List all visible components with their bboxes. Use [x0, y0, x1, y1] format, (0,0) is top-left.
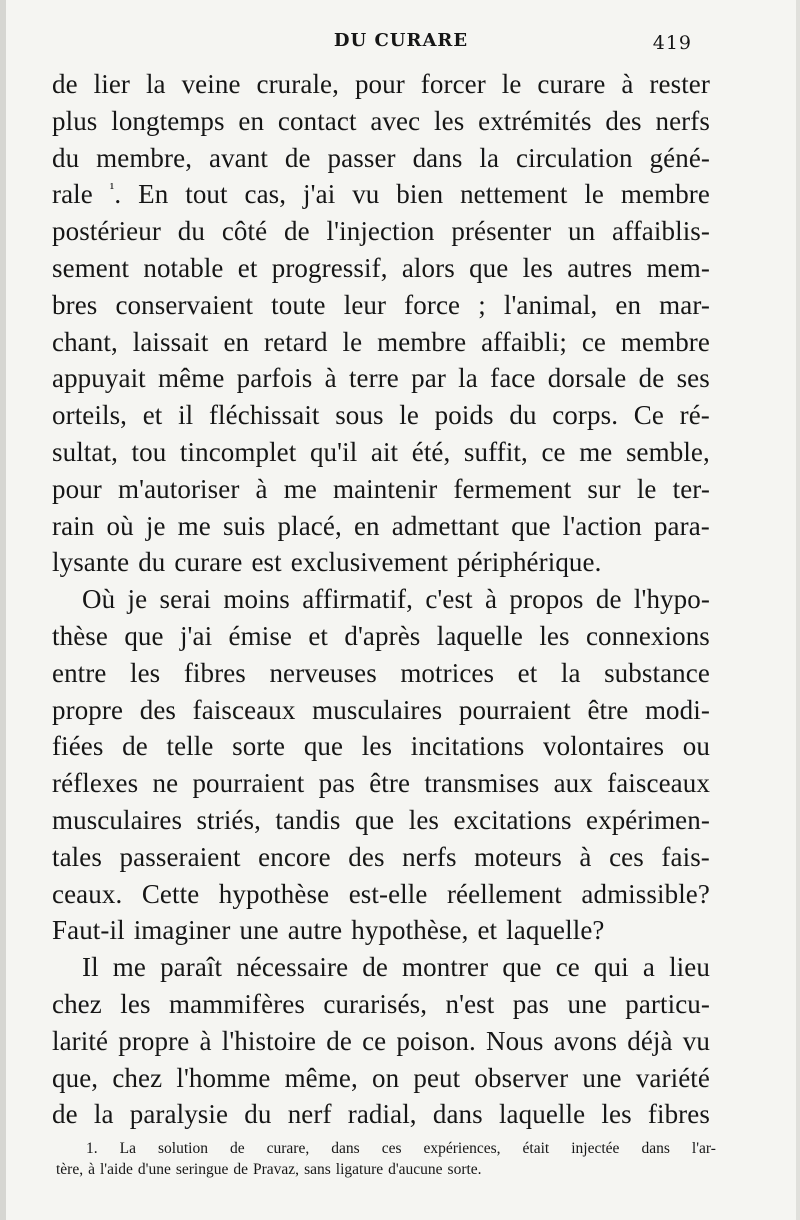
text-line: thèse que j'ai émise et d'après laquelle les connexions	[52, 620, 710, 651]
paragraph-first-line: Il me paraît nécessaire de montrer que ce qui a lieu	[82, 952, 710, 983]
text-line: chez les mammifères curarisés, n'est pas une particu-	[52, 988, 710, 1019]
text-line: de lier la veine crurale, pour forcer le curare à rester	[52, 69, 710, 99]
footnote-line: tère, à l'aide d'une seringue de Pravaz, sans ligature d'aucune sorte.	[56, 1161, 482, 1178]
text-line: rain où je me suis placé, en admettant que l'action para-	[52, 510, 710, 541]
text-line: orteils, et il fléchissait sous le poids du corps. Ce ré-	[52, 400, 710, 431]
text-line: entre les fibres nerveuses motrices et la substance	[52, 657, 710, 688]
footnotes	[56, 1138, 716, 1180]
text-line: pour m'autoriser à me maintenir fermement sur le ter-	[52, 473, 710, 504]
paragraph-first-line: Où je serai moins affirmatif, c'est à propos de l'hypo-	[82, 584, 710, 615]
text-line: sement notable et progressif, alors que les autres mem-	[52, 252, 710, 283]
text-line: sultat, tou tincomplet qu'il ait été, suffit, ce me semble,	[52, 436, 710, 467]
text-line: propre des faisceaux musculaires pourraient être modi-	[52, 694, 710, 725]
paragraph-last-line: lysante du curare est exclusivement périphérique.	[52, 547, 602, 578]
text-line: bres conservaient toute leur force ; l'animal, en mar-	[52, 289, 710, 320]
text-line: plus longtemps en contact avec les extrémités des nerfs	[52, 105, 710, 136]
body-text	[52, 66, 710, 1133]
paragraph-last-line: Faut-il imaginer une autre hypothèse, et laquelle?	[52, 915, 605, 946]
text-line: tales passeraient encore des nerfs moteurs à ces fais-	[52, 841, 710, 872]
running-title: DU CURARE	[333, 30, 469, 51]
text-line: larité propre à l'histoire de ce poison. Nous avons déjà vu	[52, 1025, 710, 1056]
text-line: postérieur du côté de l'injection présenter un affaiblis-	[52, 216, 710, 247]
text-line: ceaux. Cette hypothèse est-elle réellement admissible?	[52, 878, 710, 909]
footnote-line: 1. La solution de curare, dans ces expériences, était injectée dans l'ar-	[86, 1140, 716, 1157]
text-line: rale $^{^1}$. En tout cas, j'ai vu bien nettement le membre	[52, 179, 710, 210]
text-line: musculaires striés, tandis que les excitations expérimen-	[52, 804, 710, 835]
text-line: appuyait même parfois à terre par la face dorsale de ses	[52, 363, 710, 394]
text-line: fiées de telle sorte que les incitations volontaires ou	[52, 731, 710, 762]
text-line: chant, laissait en retard le membre affaibli; ce membre	[52, 326, 710, 357]
text-line: que, chez l'homme même, on peut observer une variété	[52, 1062, 710, 1093]
text-line: du membre, avant de passer dans la circulation géné-	[52, 142, 710, 173]
page-header	[6, 30, 796, 60]
text-line: de la paralysie du nerf radial, dans laquelle les fibres	[52, 1099, 710, 1130]
page-number: 419	[652, 32, 692, 54]
text-line: réflexes ne pourraient pas être transmises aux faisceaux	[52, 768, 710, 799]
